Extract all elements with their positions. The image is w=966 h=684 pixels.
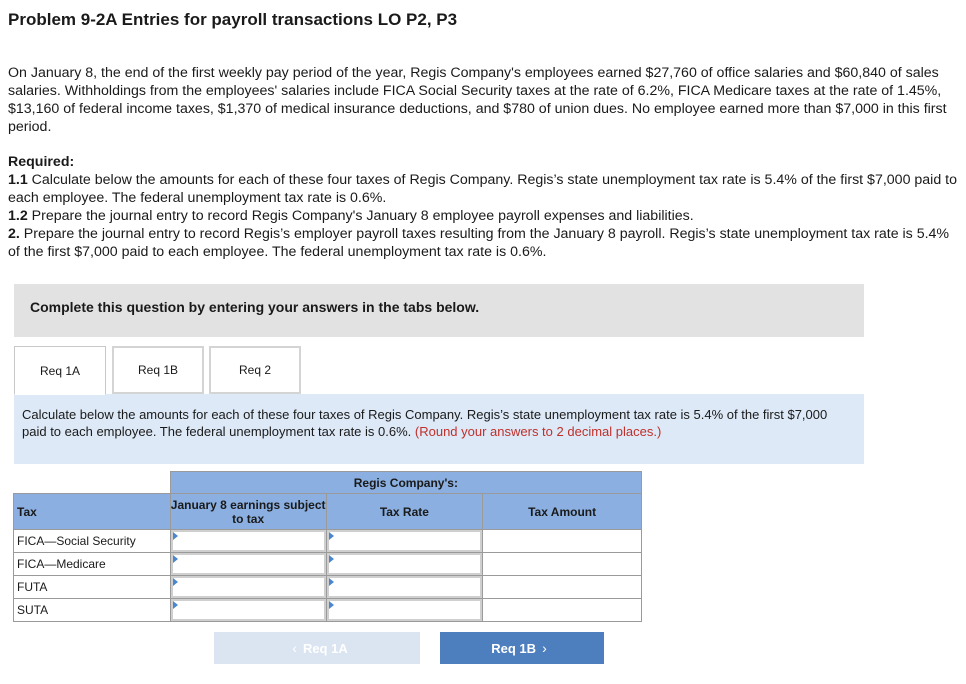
table-row xyxy=(14,530,642,553)
next-button-label: Req 1B xyxy=(491,640,537,656)
earnings-input[interactable] xyxy=(171,599,326,621)
required-section xyxy=(8,153,958,261)
round-note: (Round your answers to 2 decimal places.) xyxy=(414,423,662,439)
rate-input[interactable] xyxy=(327,599,483,621)
col-header-tax: Tax xyxy=(14,494,171,530)
prev-button[interactable] xyxy=(214,632,420,664)
amount-cell xyxy=(483,530,642,553)
tax-label: FUTA xyxy=(14,576,171,599)
table-row xyxy=(14,576,642,599)
required-item-text: Prepare the journal entry to record Regis Company's January 8 employee payroll expenses and liabilities. xyxy=(27,208,694,224)
table-row xyxy=(14,553,642,576)
tax-label: FICA—Medicare xyxy=(14,553,171,576)
blank-header-cell xyxy=(14,472,171,494)
required-item-text: Prepare the journal entry to record Regis’s employer payroll taxes resulting from the January 8 payroll. Regis’s state unemployment tax rate is 5.4% of the first $7,000 paid to each employee. The federal unemployment tax rate is 0.6%. xyxy=(8,226,950,260)
required-item-text: Calculate below the amounts for each of these four taxes of Regis Company. Regis’s state unemployment tax rate is 5.4% of the first $7,000 paid to each employee. The federal unemployment tax rate is 0.6%. xyxy=(8,172,957,206)
tab-instruction xyxy=(14,394,864,464)
rate-input[interactable] xyxy=(327,576,483,598)
tab-req-2[interactable]: Req 2 xyxy=(209,346,301,394)
col-header-amount: Tax Amount xyxy=(483,494,642,530)
amount-cell xyxy=(483,599,642,622)
col-header-earnings: January 8 earnings subject to tax xyxy=(170,494,326,530)
tab-req-1a[interactable]: Req 1A xyxy=(14,346,106,395)
tax-label: SUTA xyxy=(14,599,171,622)
problem-description: On January 8, the end of the first weekly pay period of the year, Regis Company's employees earned $27,760 of office salaries and $60,840 of sales salaries. Withholdings from the employees' salaries include FICA Social Security taxes at the rate of 6.2%, FICA Medicare taxes at the rate of 1.45%, $13,160 of federal income taxes, $1,370 of medical insurance deductions, and $780 of union dues. No employee earned more than $7,000 in this first period. xyxy=(8,65,947,135)
table-row xyxy=(14,599,642,622)
prev-button-label: Req 1A xyxy=(302,640,348,656)
required-heading: Required: xyxy=(8,154,75,170)
earnings-input[interactable] xyxy=(171,576,326,598)
rate-input[interactable] xyxy=(327,553,483,575)
required-item-num: 1.1 xyxy=(8,172,28,188)
next-button[interactable] xyxy=(440,632,604,664)
tax-table xyxy=(13,471,642,622)
tab-req-1b[interactable]: Req 1B xyxy=(112,346,204,394)
amount-cell xyxy=(483,576,642,599)
chevron-right-icon: › xyxy=(542,640,547,656)
instructions-banner: Complete this question by entering your answers in the tabs below. xyxy=(14,284,864,337)
tax-label: FICA—Social Security xyxy=(14,530,171,553)
rate-input[interactable] xyxy=(327,530,483,552)
instruction-text: Calculate below the amounts for each of these four taxes of Regis Company. Regis’s state unemployment tax rate is 5.4% of the first $7,000 paid to each employee. The federal unemployment tax rate is 0.6%. xyxy=(22,407,828,439)
earnings-input[interactable] xyxy=(171,553,326,575)
required-item-1-1 xyxy=(8,171,958,207)
required-item-num: 2. xyxy=(8,226,20,242)
required-item-num: 1.2 xyxy=(8,208,28,224)
chevron-left-icon: ‹ xyxy=(292,640,297,656)
earnings-input[interactable] xyxy=(171,530,326,552)
problem-title: Problem 9-2A Entries for payroll transactions LO P2, P3 xyxy=(8,10,458,29)
col-header-rate: Tax Rate xyxy=(326,494,483,530)
group-header: Regis Company's: xyxy=(170,472,641,494)
required-item-2 xyxy=(8,225,958,261)
required-item-1-2 xyxy=(8,207,958,225)
amount-cell xyxy=(483,553,642,576)
